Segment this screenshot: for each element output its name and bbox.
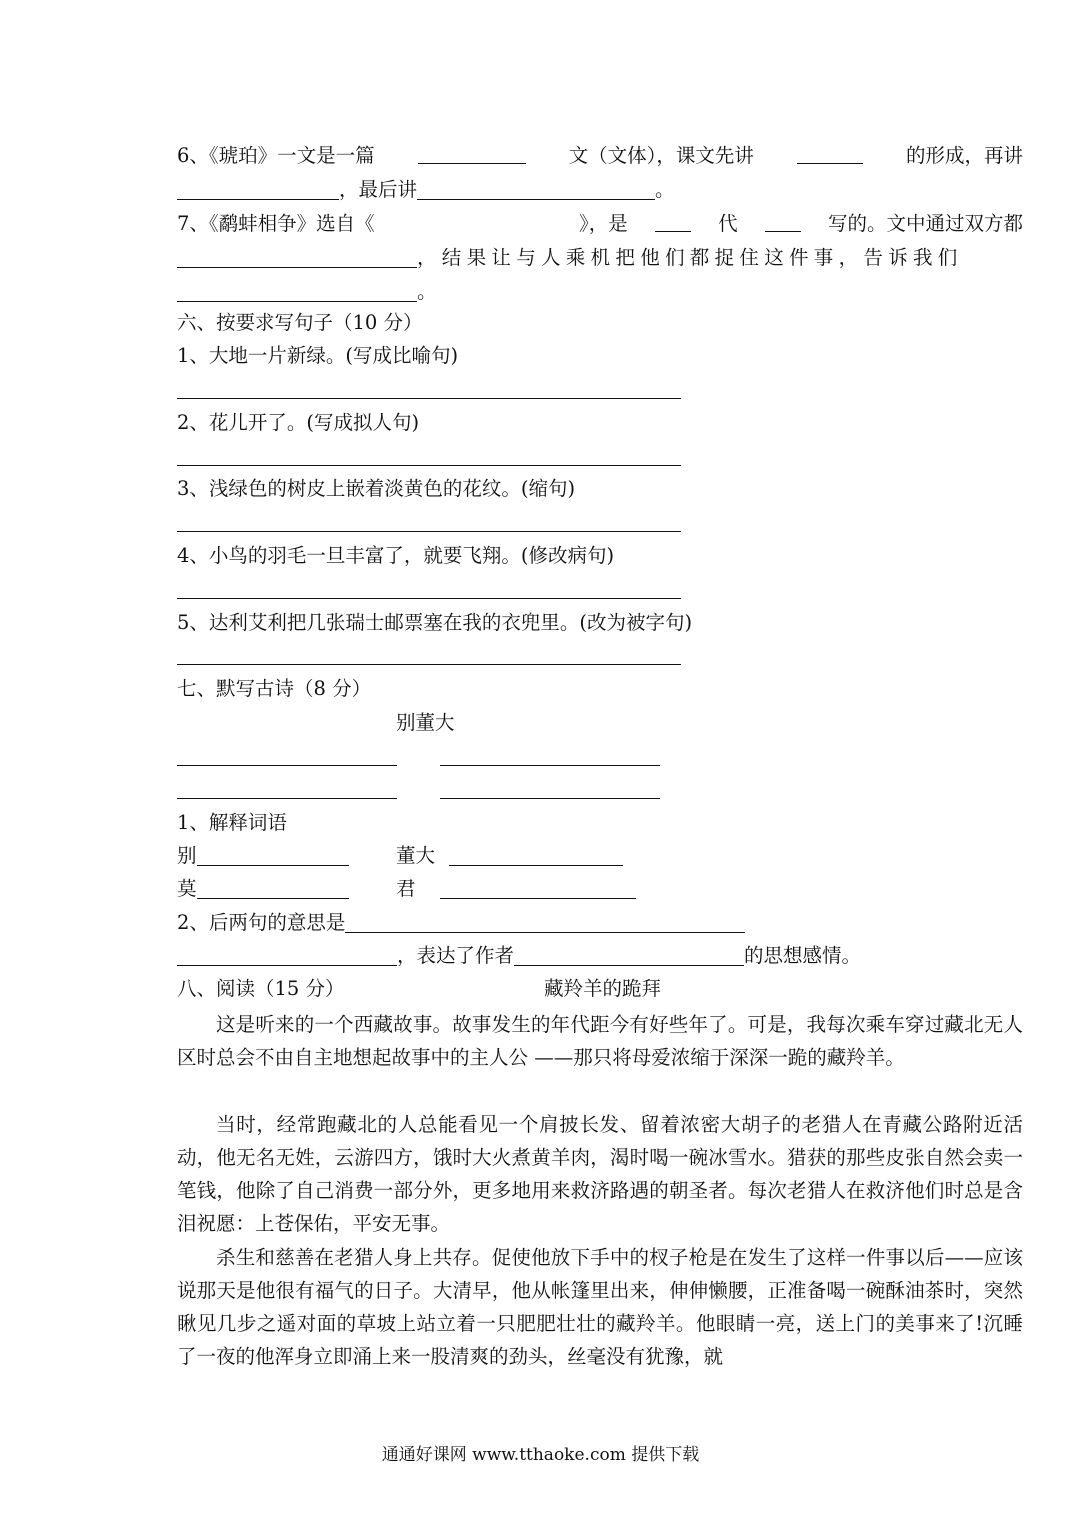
section6-item-1: 1、大地一片新绿。(写成比喻句)	[177, 344, 459, 367]
q6-blank-2[interactable]	[797, 141, 863, 164]
q7-text-5: ，结果让与人乘机把他们都捉住这件事，告诉我们	[417, 246, 963, 269]
word-bie: 别	[177, 844, 197, 867]
q6-line2	[177, 175, 1023, 205]
word-dongda: 董大	[396, 844, 436, 867]
q7-text-6: 。	[417, 280, 437, 303]
section6-item-4: 4、小鸟的羽毛一旦丰富了，就要飞翔。(修改病句)	[177, 544, 615, 567]
q6-blank-1[interactable]	[418, 141, 526, 164]
word-line-2	[396, 841, 696, 871]
section7-q2-line2	[177, 941, 1023, 971]
q2-text-3: 的思想感情。	[744, 944, 862, 967]
page-footer: 通通好课网 www.tthaoke.com 提供下载	[381, 1445, 700, 1465]
q2-blank-2[interactable]	[177, 943, 397, 966]
poem-title: 别董大	[396, 711, 455, 734]
q6-text-4: ，最后讲	[339, 178, 418, 201]
section6-item-5: 5、达利艾利把几张瑞士邮票塞在我的衣兜里。(改为被字句)	[177, 611, 693, 634]
q7-text-2: 》，是	[579, 212, 628, 235]
q2-text-2: ，表达了作者	[397, 944, 515, 967]
word-mo: 莫	[177, 877, 197, 900]
article-title: 藏羚羊的跪拜	[544, 977, 662, 1000]
article-paragraph-3: 杀生和慈善在老猎人身上共存。促使他放下手中的杈子枪是在发生了这样一件事以后——应该说那天是他很有福气的日子。大清早，他从帐篷里出来，伸伸懒腰，正准备喝一碗酥油茶时，突然瞅见几步之遥对面的草坡上站立着一只肥肥壮壮的藏羚羊。他眼睛一亮，送上门的美事来了!沉睡了一夜的他浑身立即涌上来一股清爽的劲头，丝毫没有犹豫，就	[177, 1246, 1023, 1368]
q7-space-1[interactable]	[402, 209, 552, 239]
q2-blank-1[interactable]	[345, 910, 745, 933]
section7-title: 七、默写古诗（8 分）	[177, 677, 372, 700]
answer-line-4[interactable]	[177, 598, 681, 599]
answer-line-3[interactable]	[177, 531, 681, 532]
q7-text-3: 代	[718, 212, 738, 235]
article-paragraph-2: 当时，经常跑藏北的人总能看见一个肩披长发、留着浓密大胡子的老猎人在青藏公路附近活动，他无名无姓，云游四方，饿时大火煮黄羊肉，渴时喝一碗冰雪水。猎获的那些皮张自然会卖一笔钱，他除了自己消费一部分外，更多地用来救济路遇的朝圣者。每次老猎人在救济他们时总是含泪祝愿：上苍保佑，平安无事。	[177, 1113, 1023, 1235]
poem-line-3[interactable]	[177, 798, 397, 799]
q2-text-1: 2、后两句的意思是	[177, 911, 346, 934]
article-paragraph-1: 这是听来的一个西藏故事。故事发生的年代距今有好些年了。可是，我每次乘车穿过藏北无人区时总会不由自主地想起故事中的主人公 ——那只将母爱浓缩于深深一跪的藏羚羊。	[177, 1013, 1023, 1069]
section6-title: 六、按要求写句子（10 分）	[177, 311, 423, 334]
poem-line-4[interactable]	[440, 798, 660, 799]
q7-text-4: 写的。文中通过双方都	[827, 212, 1023, 235]
section6-item-3: 3、浅绿色的树皮上嵌着淡黄色的花纹。(缩句)	[177, 477, 576, 500]
word-jun: 君	[396, 877, 416, 900]
section8-title: 八、阅读（15 分）	[177, 977, 345, 1000]
q7-line3	[177, 277, 1023, 307]
q7-line1	[177, 209, 1023, 239]
q2-blank-3[interactable]	[514, 943, 744, 966]
q6-text-3: 的形成，再讲	[905, 144, 1023, 167]
q7-text-1: 7、《鹬蚌相争》选自《	[177, 212, 375, 235]
q6-text-2: 文（文体），课文先讲	[568, 144, 754, 167]
word-line-4	[396, 874, 696, 904]
word-blank-jun[interactable]	[440, 876, 636, 899]
section7-q2-line1	[177, 908, 1023, 938]
word-blank-dongda[interactable]	[449, 843, 623, 866]
word-blank-bie[interactable]	[197, 843, 349, 866]
section6-item-2: 2、花儿开了。(写成拟人句)	[177, 411, 420, 434]
q6-line1	[177, 141, 1023, 171]
q6-blank-3[interactable]	[177, 177, 339, 200]
q6-blank-4[interactable]	[417, 177, 655, 200]
poem-line-1[interactable]	[177, 765, 397, 766]
answer-line-1[interactable]	[177, 398, 681, 399]
answer-line-2[interactable]	[177, 465, 681, 466]
q7-blank-4[interactable]	[177, 279, 417, 302]
poem-line-2[interactable]	[440, 765, 660, 766]
q6-text-1: 6、《琥珀》一文是一篇	[177, 144, 375, 167]
q7-blank-1[interactable]	[655, 209, 691, 232]
answer-line-5[interactable]	[177, 664, 681, 665]
q7-blank-2[interactable]	[765, 209, 801, 232]
q6-text-5: 。	[655, 178, 675, 201]
q7-blank-3[interactable]	[177, 245, 417, 268]
word-blank-mo[interactable]	[197, 876, 349, 899]
q7-line2	[177, 243, 1023, 273]
section7-q1: 1、解释词语	[177, 811, 287, 834]
